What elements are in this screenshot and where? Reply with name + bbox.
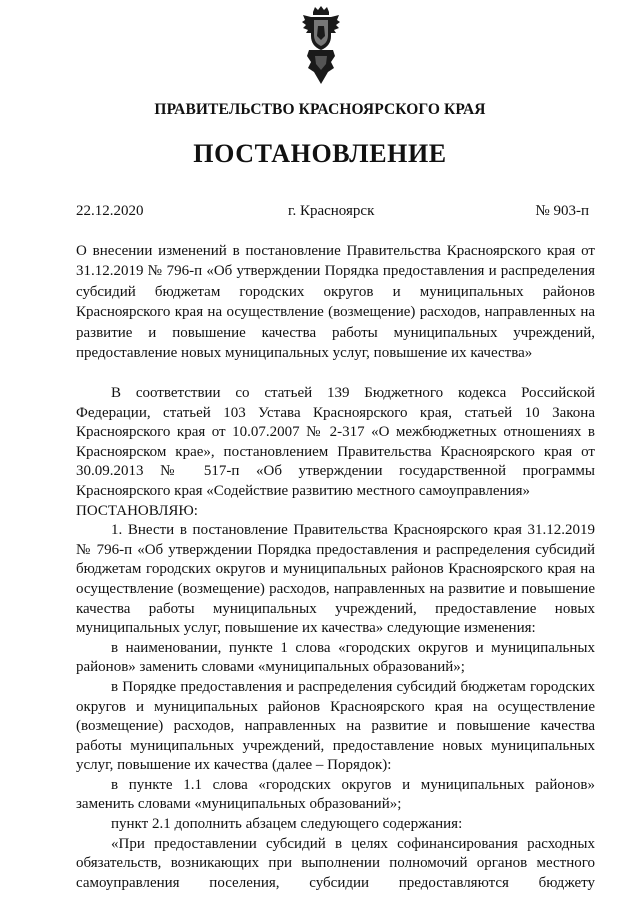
- document-date: 22.12.2020: [76, 203, 144, 219]
- document-type-heading: ПОСТАНОВЛЕНИЕ: [193, 139, 447, 168]
- quoted-text-paragraph: «При предоставлении субсидий в целях софинансирования расходных обязательств, возникающих при выполнении полномочий органов местного самоуправления поселения, субсидии предоставляются бюджету: [76, 835, 595, 891]
- item-1-subitem-point-1-1: в пункте 1.1 слова «городских округов и муниципальных районов» заменить словами «муниципальных образований»;: [76, 776, 595, 813]
- item-1-subitem-name: в наименовании, пункте 1 слова «городских округов и муниципальных районов» заменить словами «муниципальных образований»;: [76, 639, 595, 676]
- document-number: № 903-п: [535, 203, 589, 219]
- item-1-subitem-procedure: в Порядке предоставления и распределения субсидий бюджетам городских округов и муниципальных районов Красноярского края на осуществление (возмещение) расходов, направленных на развитие и повышение качества работы муниципальных учреждений, предоставление новых муниципальных услуг, повышение их качества (далее – Порядок):: [76, 678, 595, 774]
- document-body: [76, 384, 595, 893]
- item-1-subitem-point-2-1: пункт 2.1 дополнить абзацем следующего содержания:: [111, 816, 463, 833]
- government-title: ПРАВИТЕЛЬСТВО КРАСНОЯРСКОГО КРАЯ: [154, 101, 486, 118]
- document-city: г. Красноярск: [288, 203, 375, 219]
- document-subject: О внесении изменений в постановление Правительства Красноярского края от 31.12.2019 № 796-п «Об утверждении Порядка предоставления и распределения субсидий бюджетам городских округов и муниципальных районов Красноярского края на осуществление (возмещение) расходов, направленных на развитие и повышение качества работы муниципальных учреждений, предоставление новых муниципальных услуг, повышение их качества»: [76, 243, 595, 362]
- resolve-heading: ПОСТАНОВЛЯЮ:: [76, 502, 198, 519]
- item-1-paragraph: 1. Внести в постановление Правительства Красноярского края 31.12.2019 № 796-п «Об утверждении Порядка предоставления и распределения субсидий бюджетам городских округов и муниципальных районов Красноярского края на осуществление (возмещение) расходов, направленных на развитие и повышение качества работы муниципальных учреждений, предоставление новых муниципальных услуг, повышение их качества» следующие изменения:: [76, 522, 595, 637]
- preamble-paragraph: В соответствии со статьей 139 Бюджетного кодекса Российской Федерации, статьей 103 Устава Красноярского края, статьей 10 Закона Красноярского края от 10.07.2007 № 2-317 «О межбюджетных отношениях в Красноярском крае», постановлением Правительства Красноярского края от 30.09.2013 № 517-п «Об утверждении государственной программы Красноярского края «Содействие развитию местного самоуправления»: [76, 385, 595, 499]
- krasnoyarsk-coat-of-arms-icon: [301, 6, 341, 84]
- document-meta-row: [76, 203, 589, 223]
